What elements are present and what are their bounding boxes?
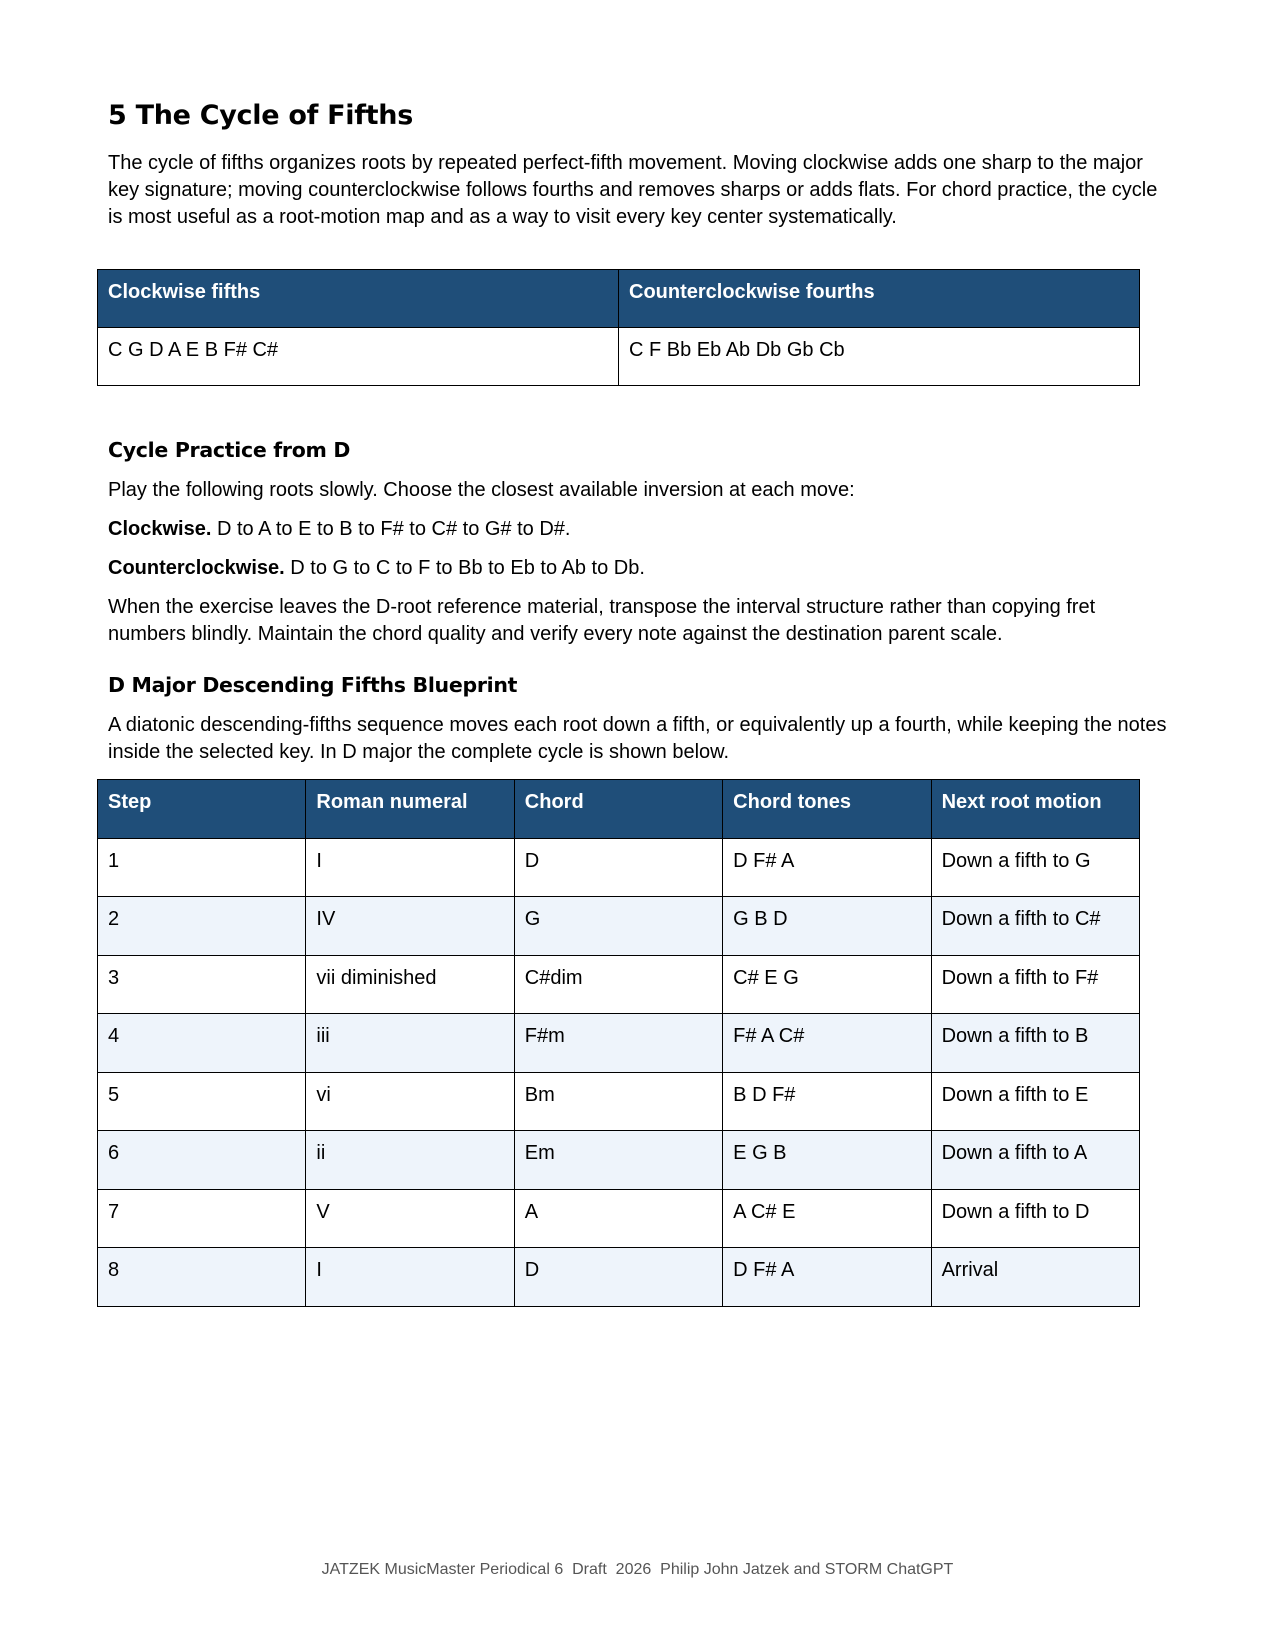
cell-chord: Bm [514,1072,722,1131]
cell-chord-tones: D F# A [723,1248,931,1307]
cell-chord: D [514,838,722,897]
cycle-cell-counterclockwise: C F Bb Eb Ab Db Gb Cb [619,328,1140,386]
cell-next-root-motion: Down a fifth to B [931,1014,1139,1073]
cell-chord-tones: C# E G [723,955,931,1014]
counterclockwise-label: Counterclockwise. [108,557,285,579]
header-chord: Chord [514,780,722,839]
section-title: 5 The Cycle of Fifths [108,100,413,131]
clockwise-text: D to A to E to B to F# to C# to G# to D#. [211,518,571,540]
cell-roman-numeral: I [306,838,514,897]
cell-chord: G [514,897,722,956]
header-step: Step [98,780,306,839]
cell-next-root-motion: Down a fifth to E [931,1072,1139,1131]
clockwise-line [108,516,1168,543]
table-row [98,328,1140,386]
cell-step: 3 [98,955,306,1014]
cell-step: 8 [98,1248,306,1307]
blueprint-body [98,838,1140,1306]
table-row [98,1014,1140,1073]
header-chord-tones: Chord tones [723,780,931,839]
cell-chord: A [514,1189,722,1248]
practice-instruction: Play the following roots slowly. Choose the closest available inversion at each move: [108,479,855,501]
practice-heading: Cycle Practice from D [108,438,351,462]
blueprint-paragraph: A diatonic descending-fifths sequence moves each root down a fifth, or equivalently up a fourth, while keeping the notes inside the selected key. In D major the complete cycle is shown below. [108,714,1167,763]
cell-roman-numeral: vi [306,1072,514,1131]
cell-chord-tones: E G B [723,1131,931,1190]
cell-next-root-motion: Down a fifth to D [931,1189,1139,1248]
cell-roman-numeral: V [306,1189,514,1248]
practice-note: When the exercise leaves the D-root reference material, transpose the interval structure rather than copying fret numbers blindly. Maintain the chord quality and verify every note against the destination parent scale. [108,596,1096,645]
cell-chord: C#dim [514,955,722,1014]
table-row [98,1072,1140,1131]
cell-next-root-motion: Down a fifth to A [931,1131,1139,1190]
table-row [98,838,1140,897]
cycle-table [97,269,1140,386]
cell-next-root-motion: Down a fifth to F# [931,955,1139,1014]
cell-step: 2 [98,897,306,956]
cell-step: 6 [98,1131,306,1190]
table-row [98,1248,1140,1307]
header-roman-numeral: Roman numeral [306,780,514,839]
cell-step: 1 [98,838,306,897]
clockwise-label: Clockwise. [108,518,212,540]
blueprint-header-row [98,780,1140,839]
cell-next-root-motion: Down a fifth to G [931,838,1139,897]
counterclockwise-line [108,555,1168,582]
cell-step: 4 [98,1014,306,1073]
table-row [98,897,1140,956]
table-row [98,1189,1140,1248]
intro-paragraph: The cycle of fifths organizes roots by repeated perfect-fifth movement. Moving clockwise adds one sharp to the major key signature; moving counterclockwise follows fourths and removes sharps or adds flats. For chord practice, the cycle is most useful as a root-motion map and as a way to visit every key center systematically. [108,152,1158,228]
blueprint-heading: D Major Descending Fifths Blueprint [108,673,518,697]
cell-chord-tones: B D F# [723,1072,931,1131]
cell-chord-tones: G B D [723,897,931,956]
page-footer: JATZEK MusicMaster Periodical 6 Draft 2026 Philip John Jatzek and STORM ChatGPT [321,1561,954,1578]
cycle-header-clockwise: Clockwise fifths [98,270,619,328]
cell-chord-tones: D F# A [723,838,931,897]
cell-roman-numeral: IV [306,897,514,956]
table-row [98,955,1140,1014]
cell-roman-numeral: ii [306,1131,514,1190]
cell-next-root-motion: Down a fifth to C# [931,897,1139,956]
cell-chord: F#m [514,1014,722,1073]
cell-roman-numeral: vii diminished [306,955,514,1014]
cell-next-root-motion: Arrival [931,1248,1139,1307]
cell-roman-numeral: iii [306,1014,514,1073]
cell-step: 5 [98,1072,306,1131]
cell-roman-numeral: I [306,1248,514,1307]
cell-chord: Em [514,1131,722,1190]
header-next-root-motion: Next root motion [931,780,1139,839]
cell-chord-tones: A C# E [723,1189,931,1248]
blueprint-table [97,779,1140,1307]
cell-step: 7 [98,1189,306,1248]
table-row [98,1131,1140,1190]
counterclockwise-text: D to G to C to F to Bb to Eb to Ab to Db. [284,557,645,579]
cycle-header-counterclockwise: Counterclockwise fourths [619,270,1140,328]
cycle-table-header-row [98,270,1140,328]
cycle-cell-clockwise: C G D A E B F# C# [98,328,619,386]
cell-chord-tones: F# A C# [723,1014,931,1073]
cell-chord: D [514,1248,722,1307]
